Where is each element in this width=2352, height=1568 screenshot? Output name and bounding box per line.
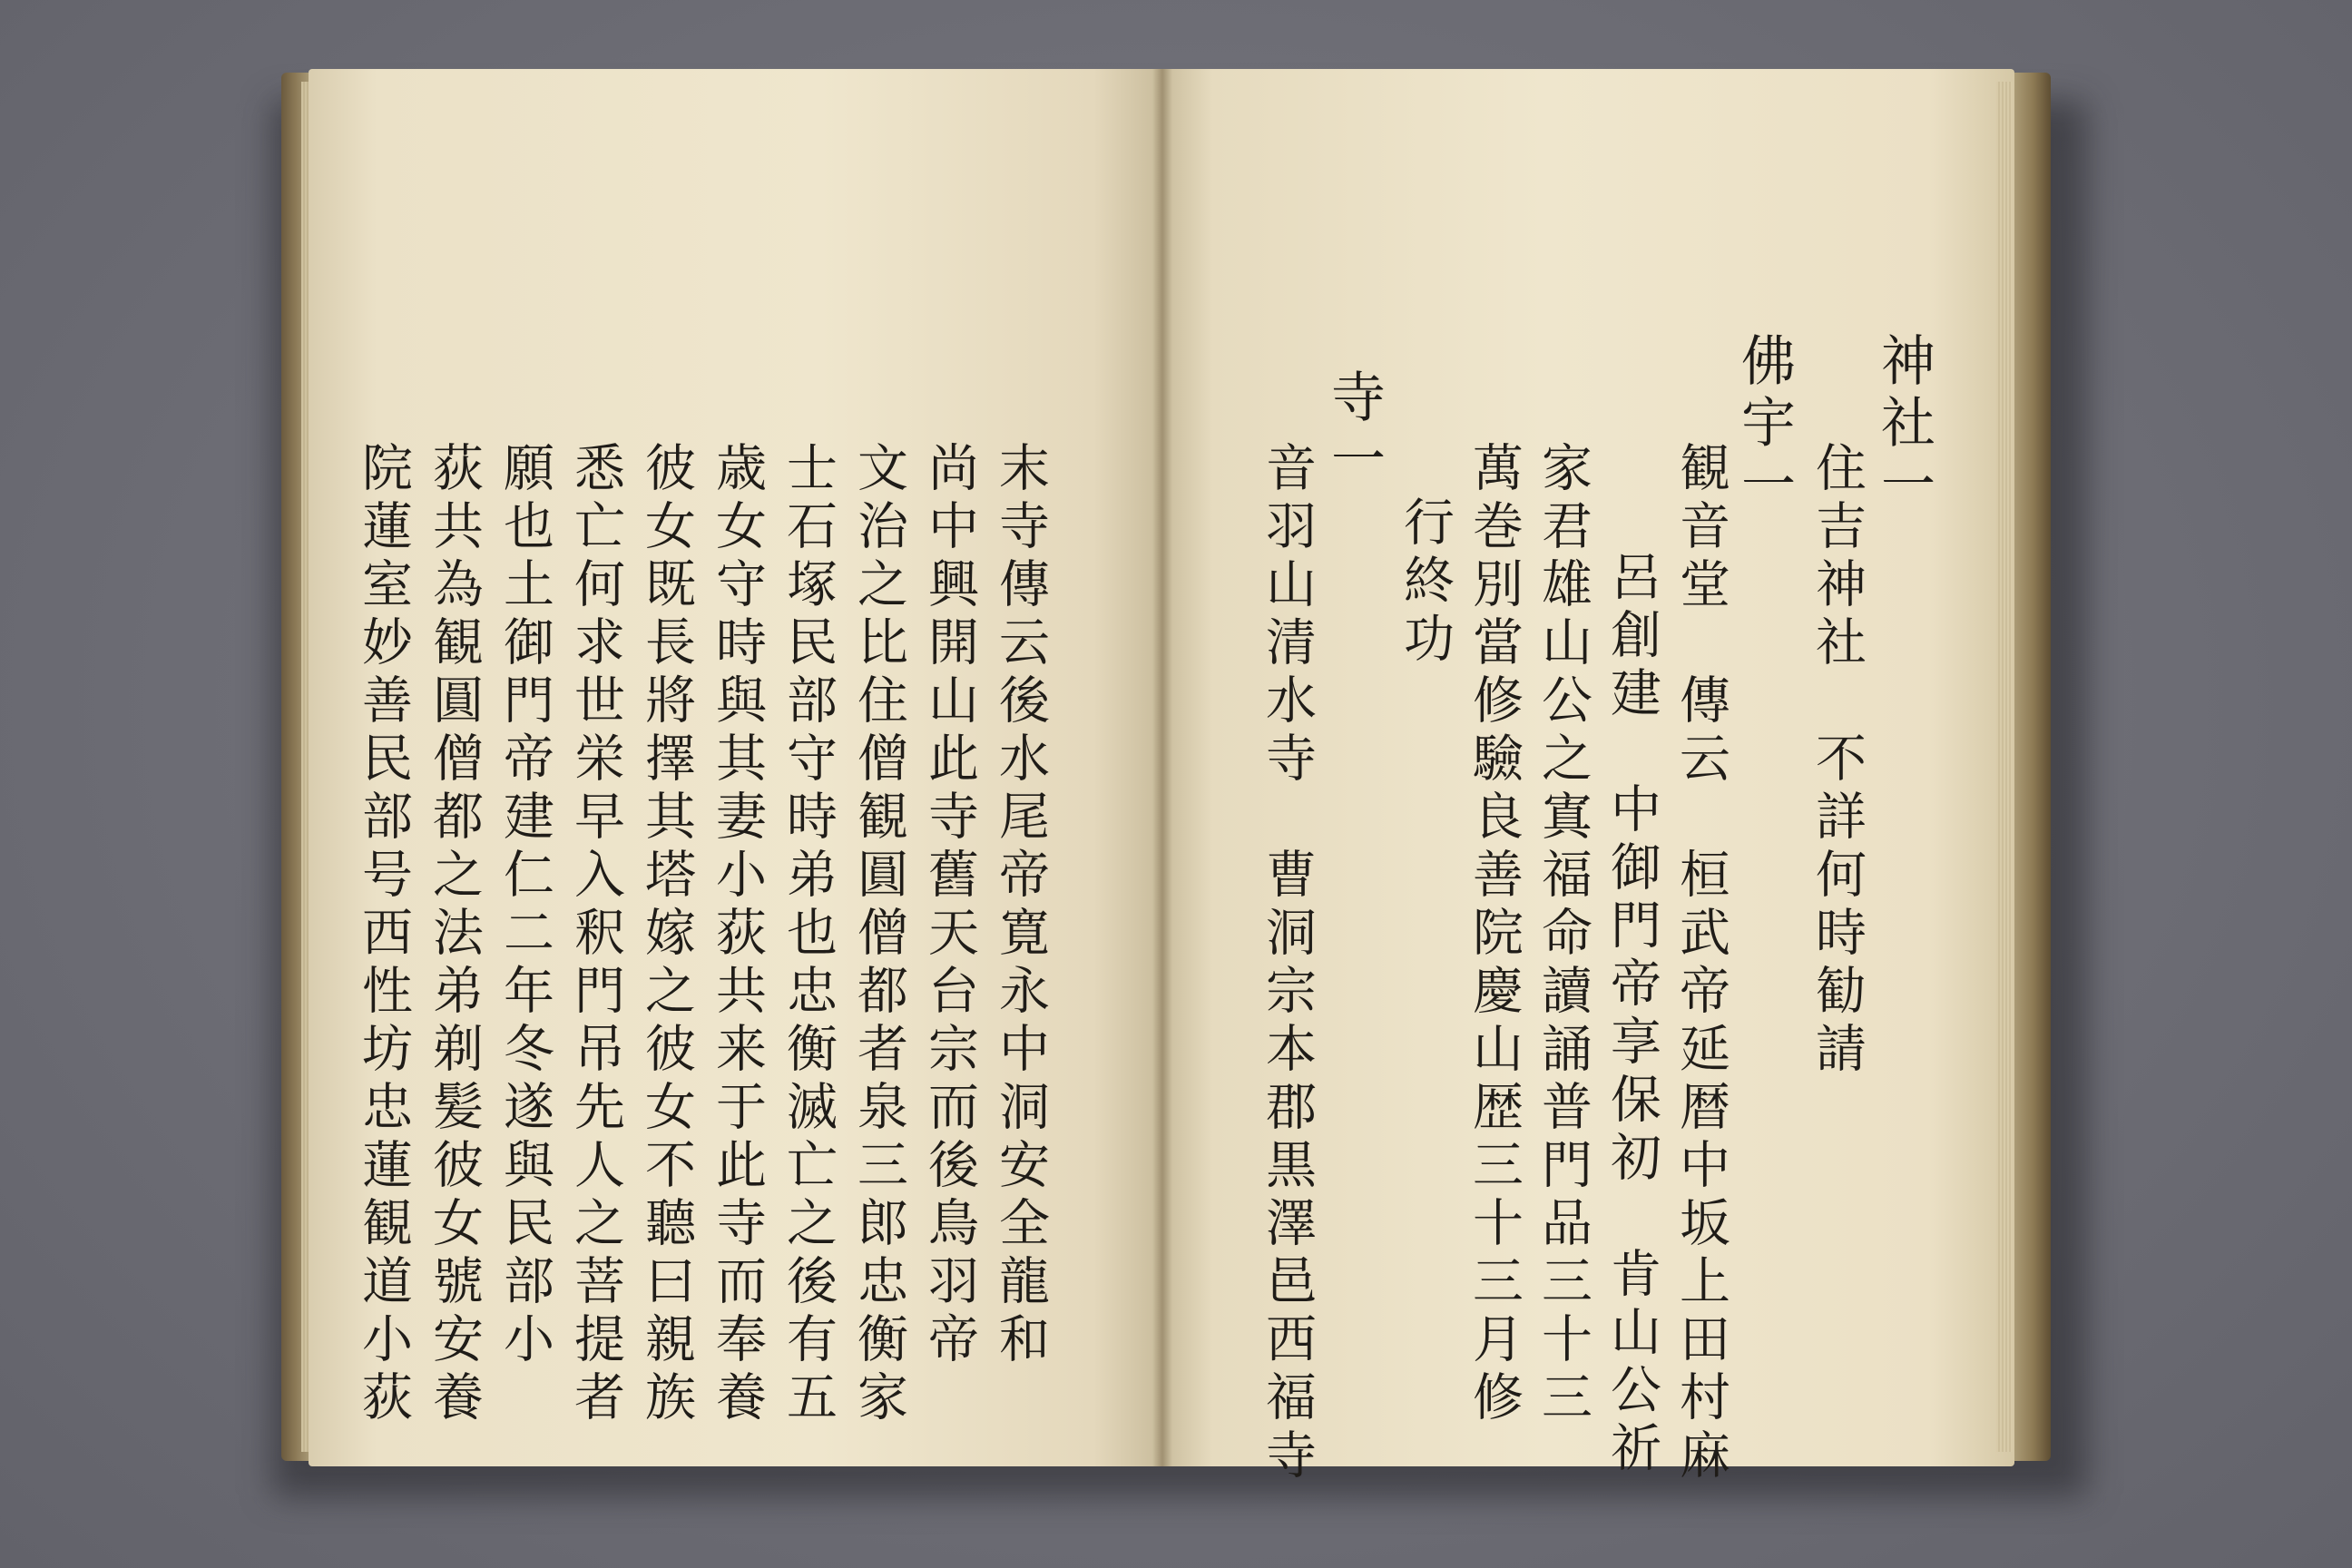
right-column-4: 観音堂 傳云 桓武帝延暦中坂上田村麻 [1671, 441, 1730, 1486]
left-page [309, 69, 1161, 1466]
right-page [1161, 69, 2014, 1486]
left-column-8: 文治之比住僧観圓僧都者泉三郎忠衡家 [849, 441, 908, 1428]
left-column-6: 歳女守時與其妻小荻共来于此寺而奉養 [708, 441, 767, 1428]
right-column-2: 住吉神社 不詳何時勧請 [1808, 441, 1867, 1080]
left-column-3: 願也土御門帝建仁二年冬遂與民部小 [495, 441, 554, 1370]
left-column-5: 彼女既長將擇其塔嫁之彼女不聽曰親族 [637, 441, 696, 1428]
right-column-7: 萬巻別當修驗良善院慶山歴三十三月修 [1465, 441, 1524, 1428]
right-column-9: 寺一 [1322, 368, 1386, 492]
right-column-6: 家君雄山公之寘福命讀誦普門品三十三 [1534, 441, 1592, 1428]
left-column-7: 士石塚民部守時弟也忠衡滅亡之後有五 [779, 441, 838, 1428]
book-gutter [1152, 69, 1172, 1466]
left-column-9: 尚中興開山此寺舊天台宗而後鳥羽帝 [920, 441, 979, 1370]
right-column-3: 佛宇一 [1732, 332, 1796, 517]
right-column-1: 神社一 [1872, 332, 1936, 517]
right-column-8: 行終功 [1396, 495, 1455, 670]
right-column-10: 音羽山清水寺 曹洞宗本郡黒澤邑西福寺 [1258, 441, 1317, 1486]
right-column-5: 呂創建 中御門帝享保初 肯山公祈 [1602, 550, 1661, 1479]
left-column-10: 末寺傳云後水尾帝寛永中洞安全龍和 [991, 441, 1050, 1370]
left-column-4: 悉亡何求世栄早入釈門吊先人之菩提者 [566, 441, 625, 1428]
page-edges-right [1996, 82, 2013, 1452]
left-column-2: 荻共為観圓僧都之法弟剃髪彼女號安養 [425, 441, 484, 1428]
left-column-1: 院蓮室妙善民部号西性坊忠蓮観道小荻 [354, 441, 413, 1428]
